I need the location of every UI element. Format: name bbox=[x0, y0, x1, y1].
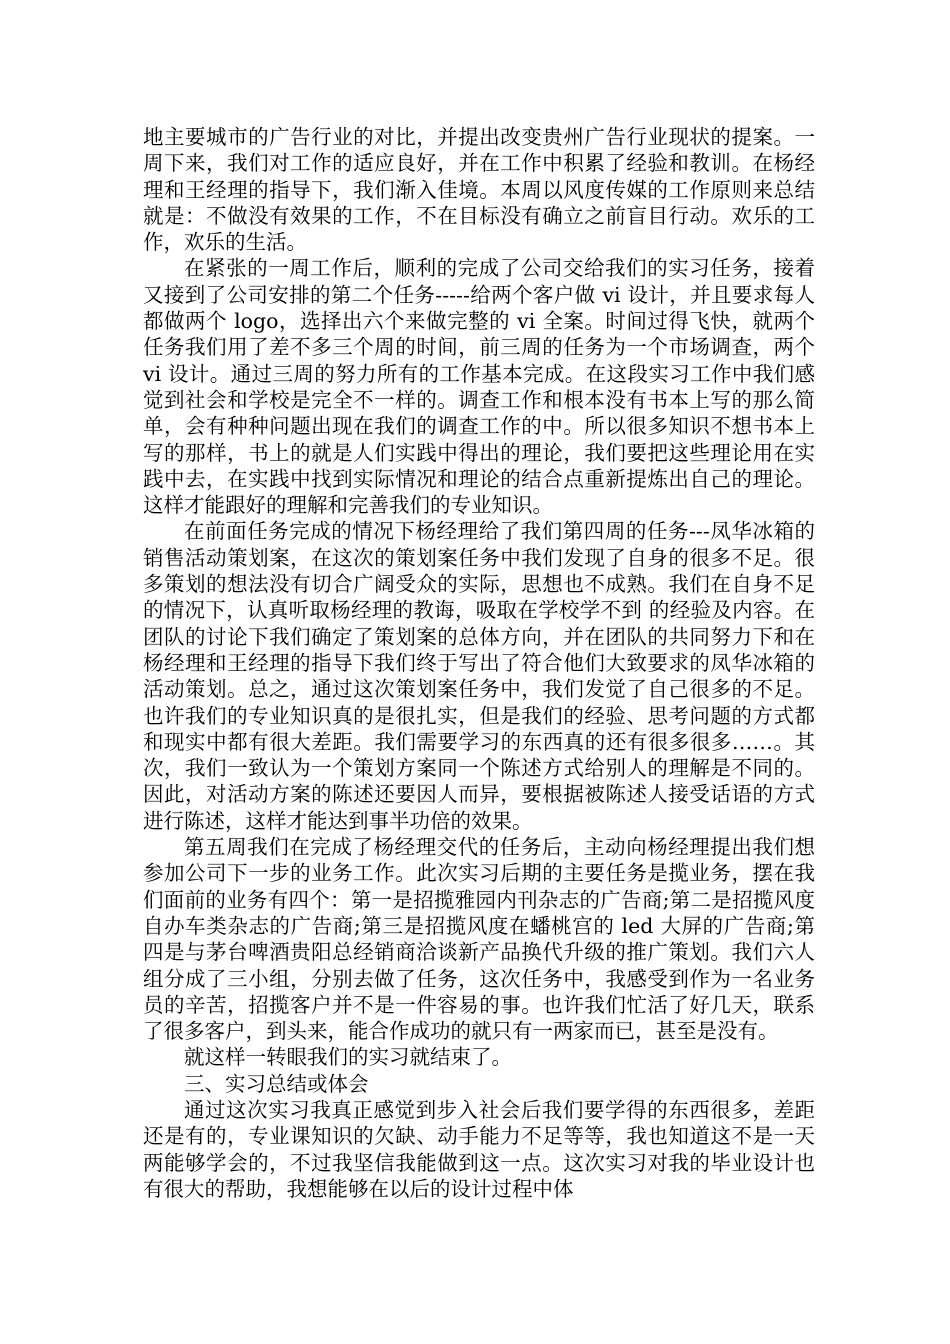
paragraph-intro-continued: 地主要城市的广告行业的对比，并提出改变贵州广告行业现状的提案。一周下来，我们对工作的适应良好，并在工作中积累了经验和教训。在杨经理和王经理的指导下，我们渐入佳境。本周以风度传媒的工作原则来总结就是：不做没有效果的工作，不在目标没有确立之前盲目行动。欢乐的工作，欢乐的生活。 bbox=[143, 125, 815, 255]
paragraph-internship-ended: 就这样一转眼我们的实习就结束了。 bbox=[184, 1045, 512, 1070]
document-body bbox=[143, 124, 815, 1202]
paragraph-second-task: 在紧张的一周工作后，顺利的完成了公司交给我们的实习任务，接着又接到了公司安排的第二个任务-----给两个客户做 vi 设计，并且要求每人都做两个 logo，选择出六个来做完整的 vi 全案。时间过得飞快，就两个任务我们用了差不多三个周的时间，前三周的任务为一个市场调查，两个 vi 设计。通过三周的努力所有的工作基本完成。在这段实习工作中我们感觉到社会和学校是完全不一样的。调查工作和根本没有书本上写的那么简单，会有种种问题出现在我们的调查工作的中。所以很多知识不想书本上写的那样，书上的就是人们实践中得出的理论，我们要把这些理论用在实践中去，在实践中找到实际情况和理论的结合点重新提炼出自己的理论。这样才能跟好的理解和完善我们的专业知识。 bbox=[143, 256, 815, 518]
paragraph-fourth-week-task: 在前面任务完成的情况下杨经理给了我们第四周的任务---凤华冰箱的销售活动策划案，在这次的策划案任务中我们发现了自身的很多不足。很多策划的想法没有切合广阔受众的实际，思想也不成熟。我们在自身不足的情况下，认真听取杨经理的教诲，吸取在学校学不到 的经验及内容。在团队的讨论下我们确定了策划案的总体方向，并在团队的共同努力下和在杨经理和王经理的指导下我们终于写出了符合他们大致要求的凤华冰箱的活动策划。总之，通过这次策划案任务中，我们发觉了自己很多的不足。也许我们的专业知识真的是很扎实，但是我们的经验、思考问题的方式都和现实中都有很大差距。我们需要学习的东西真的还有很多很多……。其次，我们一致认为一个策划方案同一个陈述方式给别人的理解是不同的。因此，对活动方案的陈述还要因人而异，要根据被陈述人接受话语的方式进行陈述，这样才能达到事半功倍的效果。 bbox=[143, 519, 815, 833]
section-heading-summary: 三、实习总结或体会 bbox=[184, 1071, 369, 1096]
paragraph-summary-body: 通过这次实习我真正感觉到步入社会后我们要学得的东西很多，差距还是有的，专业课知识的欠缺、动手能力不足等等，我也知道这不是一天两能够学会的，不过我坚信我能做到这一点。这次实习对我的毕业设计也有很大的帮助，我想能够在以后的设计过程中体 bbox=[143, 1097, 815, 1201]
paragraph-fifth-week-business: 第五周我们在完成了杨经理交代的任务后，主动向杨经理提出我们想参加公司下一步的业务工作。此次实习后期的主要任务是揽业务，摆在我们面前的业务有四个：第一是招揽雅园内刊杂志的广告商;第二是招揽风度自办车类杂志的广告商;第三是招揽风度在蟠桃宫的 led 大屏的广告商;第四是与茅台啤酒贵阳总经销商洽谈新产品换代升级的推广策划。我们六人组分成了三小组，分别去做了任务，这次任务中，我感受到作为一名业务员的辛苦，招揽客户并不是一件容易的事。也许我们忙活了好几天，联系了很多客户，到头来，能合作成功的就只有一两家而已，甚至是没有。 bbox=[143, 835, 815, 1044]
